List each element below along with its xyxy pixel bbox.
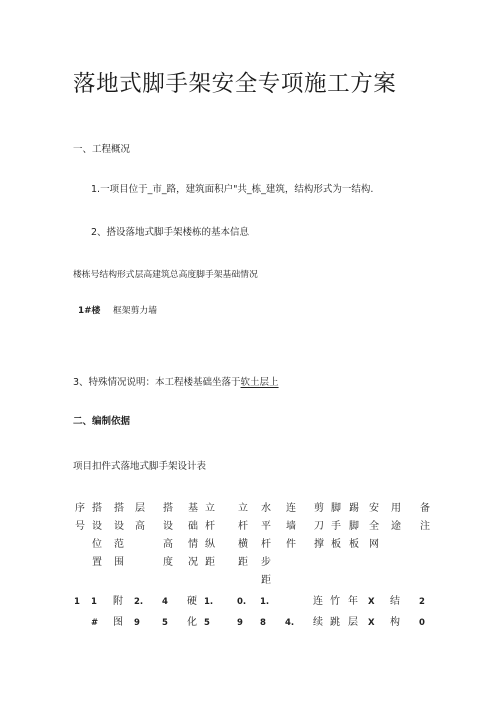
overview-item-2: 2、搭设落地式脚手架楼栋的基本信息 [91,227,250,238]
table-header-char: 全 [369,521,379,532]
table-cell: 1. [260,597,270,607]
table-cell: 硬 [187,596,197,607]
table-header-char: 刀 [314,521,324,532]
table-header-char: 高 [135,521,145,532]
table-header-char: 板 [349,539,359,550]
table-header-char: 板 [331,539,341,550]
table-header-char: 置 [92,557,102,568]
table-cell: 1 [91,597,97,607]
table-header-char: 墙 [286,521,296,532]
table-cell: 构 [390,617,400,628]
table-cell: 层 [348,617,358,628]
table-header-col [90,500,104,572]
table-header-col [284,500,298,554]
table-cell: 化 [187,617,197,628]
table-cell: 9 [134,618,140,628]
table-header-char: 撑 [314,539,324,550]
table-header-char: 途 [391,521,401,532]
table-header-char: 距 [238,557,248,568]
table-header-char: 况 [188,557,198,568]
table-header-char: 距 [205,557,215,568]
table-header-col [367,500,381,554]
table-header-char: 层 [135,503,145,514]
table-header-char: 位 [92,539,102,550]
table-cell: 9 [237,618,243,628]
table-header-char: 搭 [114,503,124,514]
table-header-char: 设 [114,521,124,532]
table-header-char: 注 [420,521,430,532]
table-header-char: 杆 [261,539,271,550]
table-header-col [203,500,217,572]
table-header-col [186,500,200,572]
table-cell: 5 [162,618,168,628]
table-header-char: 用 [391,503,401,514]
table-cell: 0. [237,597,247,607]
table-header-char: 围 [114,557,124,568]
table-cell: 8 [260,618,266,628]
table-header-col [259,500,273,590]
table-cell: 5 [204,618,210,628]
table-cell: 连 [313,596,323,607]
info-structure: 框架剪力墙 [113,306,157,316]
table-header-char: 平 [261,521,271,532]
table-header-char: 件 [286,539,296,550]
table-header-char: 度 [163,557,173,568]
table-header-char: 连 [286,503,296,514]
special-note [73,374,279,388]
table-cell: 附 [113,596,123,607]
table-cell: X [368,618,375,628]
table-header-char: 础 [188,521,198,532]
table-header-col [73,500,87,536]
table-header-char: 横 [238,539,248,550]
table-header-char: 脚 [349,521,359,532]
table-header-char: 步 [261,557,271,568]
table-header-char: 距 [261,575,271,586]
table-cell: 2. [134,597,144,607]
table-header-char: 备 [420,503,430,514]
table-header-col [389,500,403,536]
table-cell: 年 [348,596,358,607]
table-cell: 4. [285,618,295,628]
table-header-char: 序 [75,503,85,514]
table-header-char: 基 [188,503,198,514]
table-header-col [347,500,361,554]
table-header-col [418,500,432,536]
table-header-col [161,500,175,572]
info-table-header: 楼栋号结构形式层高建筑总高度脚手架基础情况 [73,270,258,280]
table-header-char: 号 [75,521,85,532]
table-header-char: 搭 [163,503,173,514]
table-header-char: 手 [331,521,341,532]
table-cell: 4 [162,597,168,607]
table-header-char: 杆 [238,521,248,532]
table-header-char: 杆 [205,521,215,532]
table-header-char: 立 [238,503,248,514]
table-header-char: 立 [205,503,215,514]
table-header-col [312,500,326,554]
table-header-char: 设 [163,521,173,532]
table-header-char: 设 [92,521,102,532]
table-cell: # [91,618,99,628]
table-cell: 竹 [330,596,340,607]
table-header-char: 搭 [92,503,102,514]
table-cell: 1. [204,597,214,607]
table-header-char: 脚 [331,503,341,514]
table-header-char: 纵 [205,539,215,550]
table-header-col [133,500,147,536]
table-header-char: 网 [369,539,379,550]
table-header-char: 情 [188,539,198,550]
table-header-char: 安 [369,503,379,514]
table-cell: 图 [113,617,123,628]
table-header-char: 范 [114,539,124,550]
table-cell: 续 [313,617,323,628]
special-note-text: 3、特殊情况说明：本工程楼基础坐落于 [73,377,241,388]
table-header-char: 剪 [314,503,324,514]
info-building: 1#楼 [78,306,101,316]
section-heading-overview: 一、工程概况 [73,144,131,155]
table-header-col [236,500,250,572]
table-cell: 跳 [330,617,340,628]
table-cell: 2 [419,597,425,607]
special-note-underlined: 软土层上 [240,377,279,388]
overview-item-1: 1.一项目位于_市_路，建筑面积户"共_栋_建筑，结构形式为一结构. [91,184,374,195]
page-title: 落地式脚手架安全专项施工方案 [73,71,397,97]
table-header-char: 水 [261,503,271,514]
design-table-title: 项目扣件式落地式脚手架设计表 [73,461,207,472]
table-header-col [112,500,126,572]
table-cell: X [368,597,375,607]
table-cell: 0 [419,618,425,628]
table-cell: 结 [390,596,400,607]
table-header-char: 高 [163,539,173,550]
table-header-char: 踢 [349,503,359,514]
section-heading-basis: 二、编制依据 [73,416,131,427]
table-header-col [329,500,343,554]
table-cell: 1 [74,597,80,607]
